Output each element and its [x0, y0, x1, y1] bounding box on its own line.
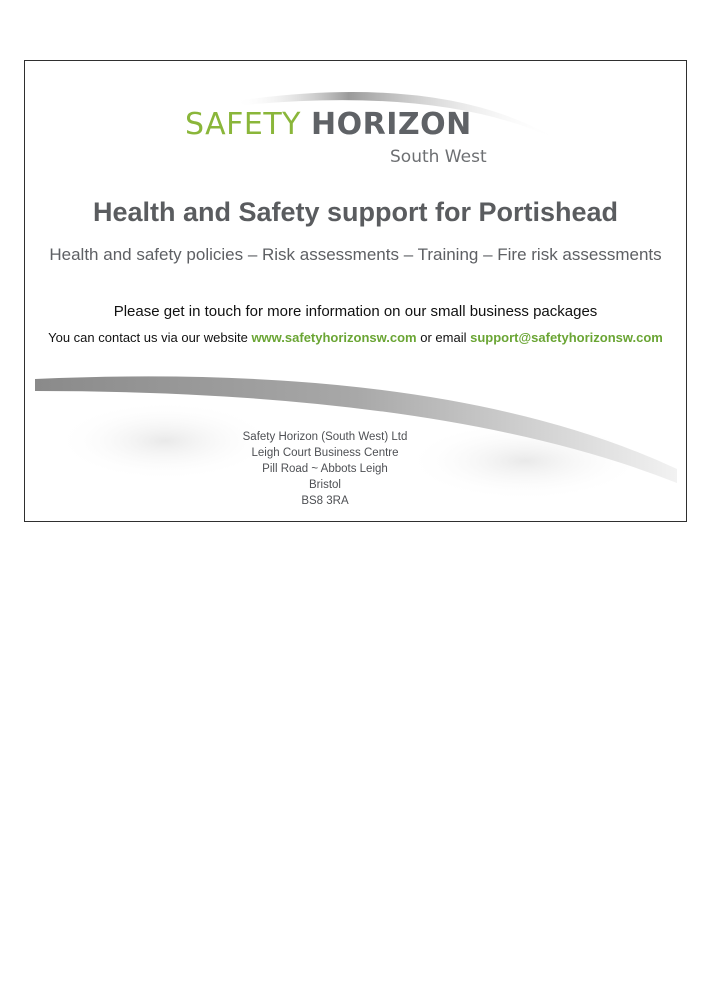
call-to-action: Please get in touch for more information on our small business packages [113, 303, 598, 320]
logo-word-horizon: HORIZON [311, 107, 472, 142]
address-line-city: Bristol [309, 479, 341, 491]
flyer-card [24, 60, 687, 522]
logo-wordmark [185, 107, 472, 142]
address-line-street: Pill Road ~ Abbots Leigh [262, 463, 388, 475]
address-line-company: Safety Horizon (South West) Ltd [242, 431, 408, 443]
contact-line [25, 330, 686, 345]
website-link[interactable]: www.safetyhorizonsw.com [251, 330, 417, 345]
address-line-postcode: BS8 3RA [301, 495, 349, 507]
logo-subtitle: South West [390, 147, 487, 167]
services-list: Health and safety policies – Risk assessments – Training – Fire risk assessments [49, 245, 662, 264]
email-link[interactable]: support@safetyhorizonsw.com [470, 330, 663, 345]
address-line-building: Leigh Court Business Centre [251, 447, 399, 459]
contact-middle: or email [416, 330, 471, 345]
logo-word-safety: SAFETY [185, 107, 301, 142]
company-logo [185, 107, 545, 177]
contact-prefix: You can contact us via our website [48, 330, 252, 345]
page-title: Health and Safety support for Portishead [92, 197, 619, 227]
postal-address [25, 429, 625, 509]
